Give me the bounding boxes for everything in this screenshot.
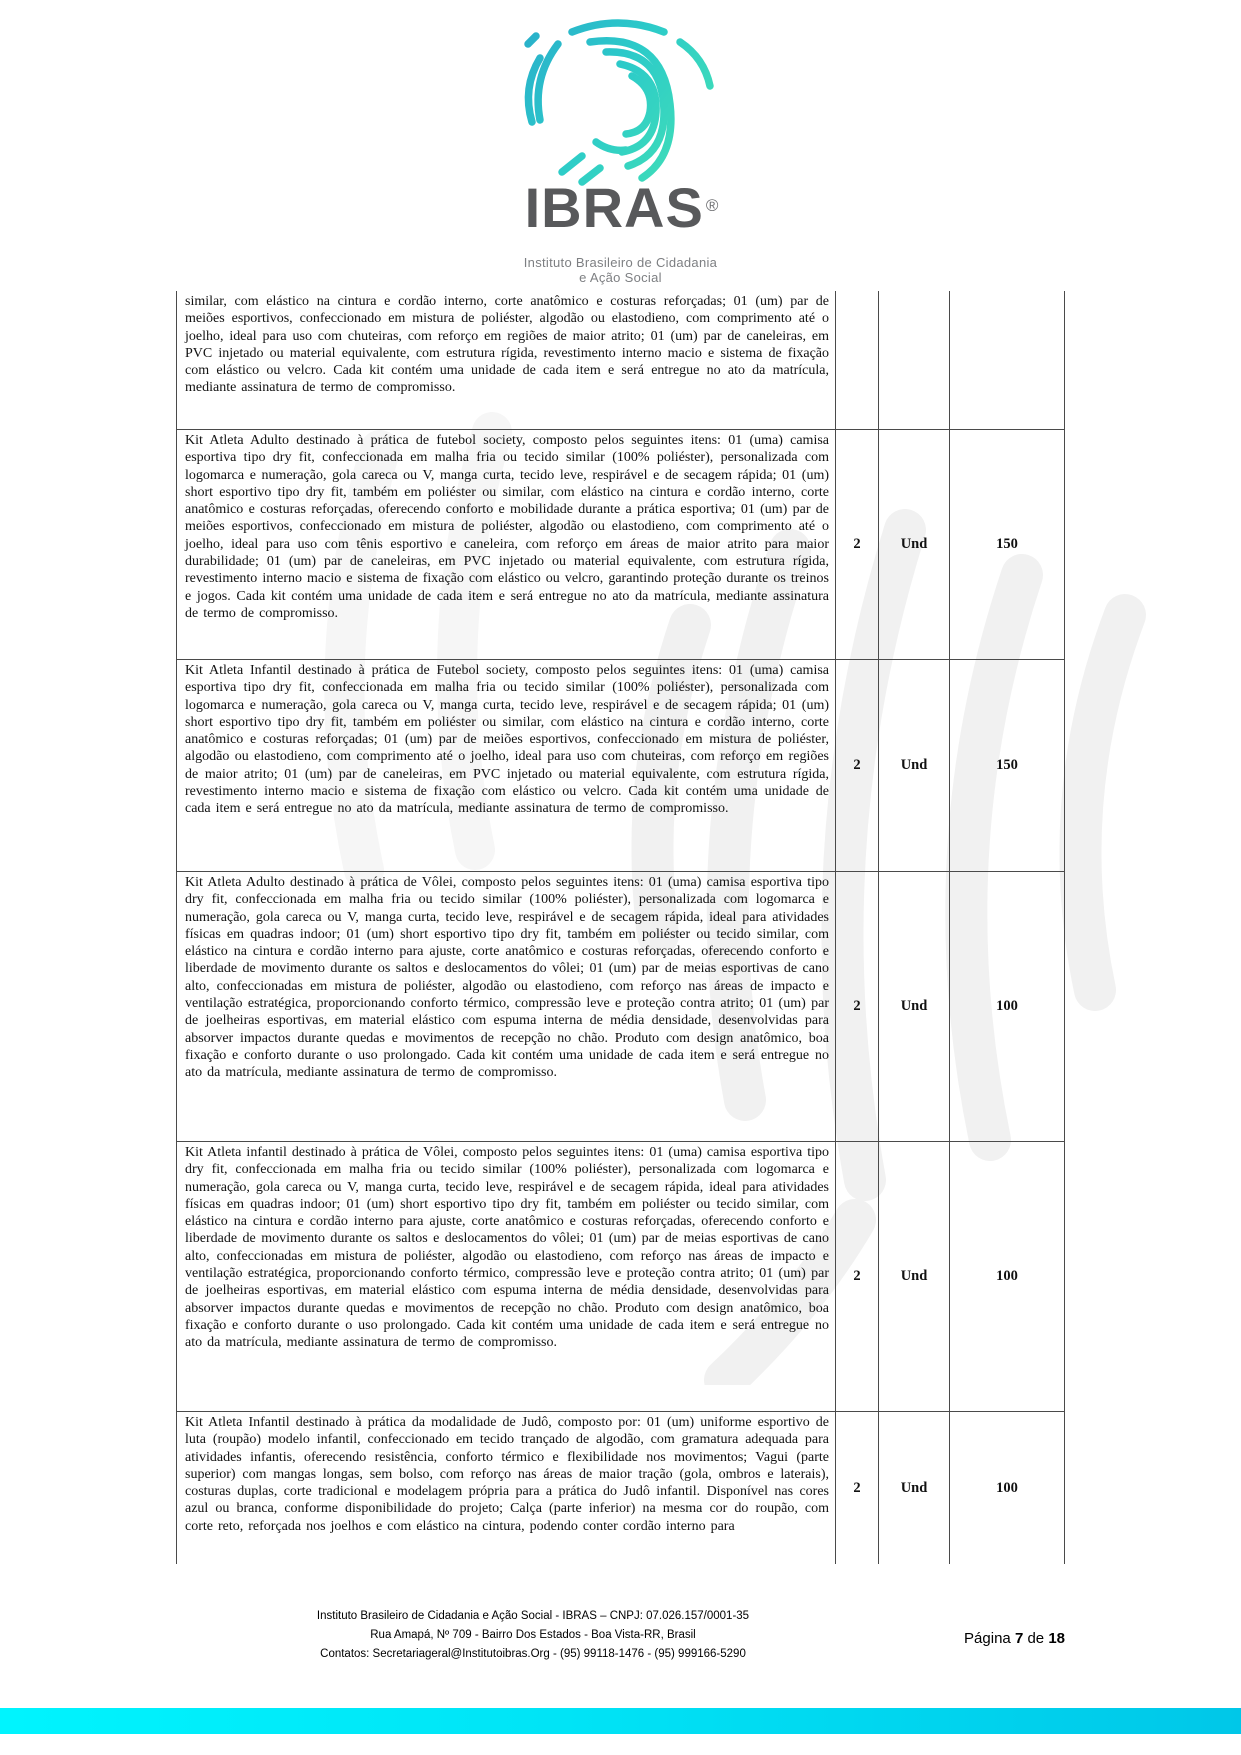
item-unit: Und — [879, 660, 950, 871]
item-unit: Und — [879, 430, 950, 659]
page-number-separator: de — [1027, 1630, 1045, 1647]
item-description: Kit Atleta infantil destinado à prática de Vôlei, composto pelos seguintes itens: 01 (uma) camisa esportiva tipo dry fit, confeccionada em malha fria ou tecido similar (100% poliéster), personalizada com logomarca e numeração, gola careca ou V, manga curta, tecido leve, respirável e de secagem rápida, ideal para atividades físicas em quadras indoor; 01 (um) short esportivo tipo dry fit, também em poliéster ou tecido similar, com elástico na cintura e cordão interno para ajuste, corte anatômico e costuras reforçadas, oferecendo conforto e liberdade de movimento durante os saltos e deslocamentos do vôlei; 01 (um) par de meias esportivas de cano alto, confeccionadas em mistura de poliéster, algodão ou elastodieno, com reforço nas áreas de impacto e ventilação estratégica, proporcionando conforto térmico, compressão leve e proteção contra atrito; 01 (um) par de joelheiras esportivas, em material elástico com espuma interna de média densidade, desenvolvidas para absorver impactos durante quedas e movimentos de recepção no chão. Produto com design anatômico, boa fixação e conforto durante o uso prolongado. Cada kit contém uma unidade de cada item e será entregue no ato da matrícula, mediante assinatura de termo de compromisso. — [176, 1142, 836, 1411]
item-description: Kit Atleta Adulto destinado à prática de Vôlei, composto pelos seguintes itens: 01 (uma) camisa esportiva tipo dry fit, confeccionada em malha fria ou tecido similar (100% poliéster), personalizada com logomarca e numeração, gola careca ou V, manga curta, tecido leve, respirável e de secagem rápida, ideal para atividades físicas em quadras indoor; 01 (um) short esportivo tipo dry fit, também em poliéster ou tecido similar, com elástico na cintura e cordão interno para ajuste, corte anatômico e costuras reforçadas, oferecendo conforto e liberdade de movimento durante os saltos e deslocamentos do vôlei; 01 (um) par de meias esportivas de cano alto, confeccionadas em mistura de poliéster, algodão ou elastodieno, com reforço nas áreas de impacto e ventilação estratégica, proporcionando conforto térmico, compressão leve e proteção contra atrito; 01 (um) par de joelheiras esportivas, em material elástico com espuma interna de média densidade, desenvolvidas para absorver impactos durante quedas e movimentos de recepção no chão. Produto com design anatômico, boa fixação e conforto durante o uso prolongado. Cada kit contém uma unidade de cada item e será entregue no ato da matrícula, mediante assinatura de termo de compromisso. — [176, 872, 836, 1141]
table-row — [176, 1412, 1065, 1564]
table-row — [176, 430, 1065, 660]
item-value — [950, 291, 1065, 429]
ibras-fingerprint-logo-icon — [496, 14, 746, 186]
item-unit — [879, 291, 950, 429]
table-row — [176, 872, 1065, 1142]
item-qty: 2 — [836, 430, 879, 659]
item-value: 100 — [950, 1412, 1065, 1564]
item-qty: 2 — [836, 660, 879, 871]
item-value: 150 — [950, 430, 1065, 659]
registered-trademark-symbol: ® — [705, 196, 719, 215]
item-value: 150 — [950, 660, 1065, 871]
item-qty: 2 — [836, 872, 879, 1141]
page-number-total: 18 — [1048, 1630, 1065, 1647]
page-number-current: 7 — [1014, 1630, 1024, 1647]
item-qty: 2 — [836, 1412, 879, 1564]
table-row — [176, 291, 1065, 430]
item-unit: Und — [879, 1412, 950, 1564]
bottom-accent-bar — [0, 1708, 1241, 1734]
item-unit: Und — [879, 1142, 950, 1411]
brand-subtitle-line1: Instituto Brasileiro de Cidadania — [523, 255, 718, 270]
footer-line-contacts: Contatos: Secretariageral@Institutoibras.Org - (95) 99118-1476 - (95) 999166-5290 — [320, 1648, 746, 1660]
document-header — [451, 14, 791, 285]
item-value: 100 — [950, 1142, 1065, 1411]
item-description: Kit Atleta Infantil destinado à prática da modalidade de Judô, composto por: 01 (um) uniforme esportivo de luta (roupão) modelo infantil, confeccionado em tecido trançado de algodão, com gramatura adequada para atividades infantis, oferecendo resistência, conforto térmico e flexibilidade nos movimentos; Vagui (parte superior) com mangas longas, sem bolso, com reforço nas áreas de maior tração (gola, ombros e laterais), costuras duplas, corte tradicional e modelagem própria para a prática do Judô infantil. Disponível nas cores azul ou branca, conforme disponibilidade do projeto; Calça (parte inferior) na mesma cor do roupão, com corte reto, reforçada nos joelhos e com elástico na cintura, podendo conter cordão interno para — [176, 1412, 836, 1564]
item-description: Kit Atleta Adulto destinado à prática de futebol society, composto pelos seguintes itens: 01 (uma) camisa esportiva tipo dry fit, confeccionada em malha fria ou tecido similar (100% poliéster), personalizada com logomarca e numeração, gola careca ou V, manga curta, tecido leve, respirável e de secagem rápida; 01 (um) short esportivo tipo dry fit, também em poliéster ou similar, com elástico na cintura e cordão interno, corte anatômico e costuras reforçadas, oferecendo conforto e mobilidade durante a prática esportiva; 01 (um) par de meiões esportivos, confeccionado em mistura de poliéster, algodão ou elastodieno, com comprimento até o joelho, ideal para uso com tênis esportivo e caneleira, com reforço em áreas de maior atrito para maior durabilidade; 01 (um) par de caneleiras, em PVC injetado ou material equivalente, com estrutura rígida, revestimento interno macio e sistema de fixação com elástico ou velcro, garantindo proteção durante os treinos e jogos. Cada kit contém uma unidade de cada item e será entregue no ato da matrícula, mediante assinatura de termo de compromisso. — [176, 430, 836, 659]
items-table — [176, 291, 1065, 1564]
page-number — [964, 1630, 1065, 1647]
item-description: Kit Atleta Infantil destinado à prática de Futebol society, composto pelos seguintes itens: 01 (uma) camisa esportiva tipo dry fit, confeccionada em malha fria ou tecido similar (100% poliéster), personalizada com logomarca e numeração, gola careca ou V, manga curta, tecido leve, respirável e de secagem rápida; 01 (um) short esportivo tipo dry fit, também em poliéster ou similar, com elástico na cintura e cordão interno, corte anatômico e costuras reforçadas; 01 (um) par de meiões esportivos, confeccionado em mistura de poliéster, algodão ou elastodieno, com comprimento até o joelho, ideal para uso com chuteiras, com reforço em regiões de maior atrito; 01 (um) par de caneleiras, em PVC injetado ou material equivalente, com estrutura rígida, revestimento interno macio e sistema de fixação com elástico ou velcro. Cada kit contém uma unidade de cada item e será entregue no ato da matrícula, mediante assinatura de termo de compromisso. — [176, 660, 836, 871]
brand-row — [451, 176, 791, 249]
table-row — [176, 660, 1065, 872]
footer-contact-block — [233, 1607, 833, 1664]
item-qty — [836, 291, 879, 429]
table-row — [176, 1142, 1065, 1412]
page-number-prefix: Página — [964, 1630, 1011, 1647]
brand-wordmark: IBRAS — [524, 176, 704, 239]
footer-line-institute: Instituto Brasileiro de Cidadania e Ação Social - IBRAS – CNPJ: 07.026.157/0001-35 — [316, 1610, 750, 1622]
item-unit: Und — [879, 872, 950, 1141]
brand-subtitle — [451, 255, 791, 285]
brand-subtitle-line2: e Ação Social — [579, 270, 662, 285]
item-description: similar, com elástico na cintura e cordão interno, corte anatômico e costuras reforçadas; 01 (um) par de meiões esportivos, confeccionado em mistura de poliéster, algodão ou elastodieno, com comprimento até o joelho, ideal para uso com chuteiras, com reforço em regiões de maior atrito; 01 (um) par de caneleiras, em PVC injetado ou material equivalente, com estrutura rígida, revestimento interno macio e sistema de fixação com elástico ou velcro. Cada kit contém uma unidade de cada item e será entregue no ato da matrícula, mediante assinatura de termo de compromisso. — [176, 291, 836, 429]
item-value: 100 — [950, 872, 1065, 1141]
footer-line-address: Rua Amapá, Nº 709 - Bairro Dos Estados - Boa Vista-RR, Brasil — [370, 1629, 696, 1641]
item-qty: 2 — [836, 1142, 879, 1411]
